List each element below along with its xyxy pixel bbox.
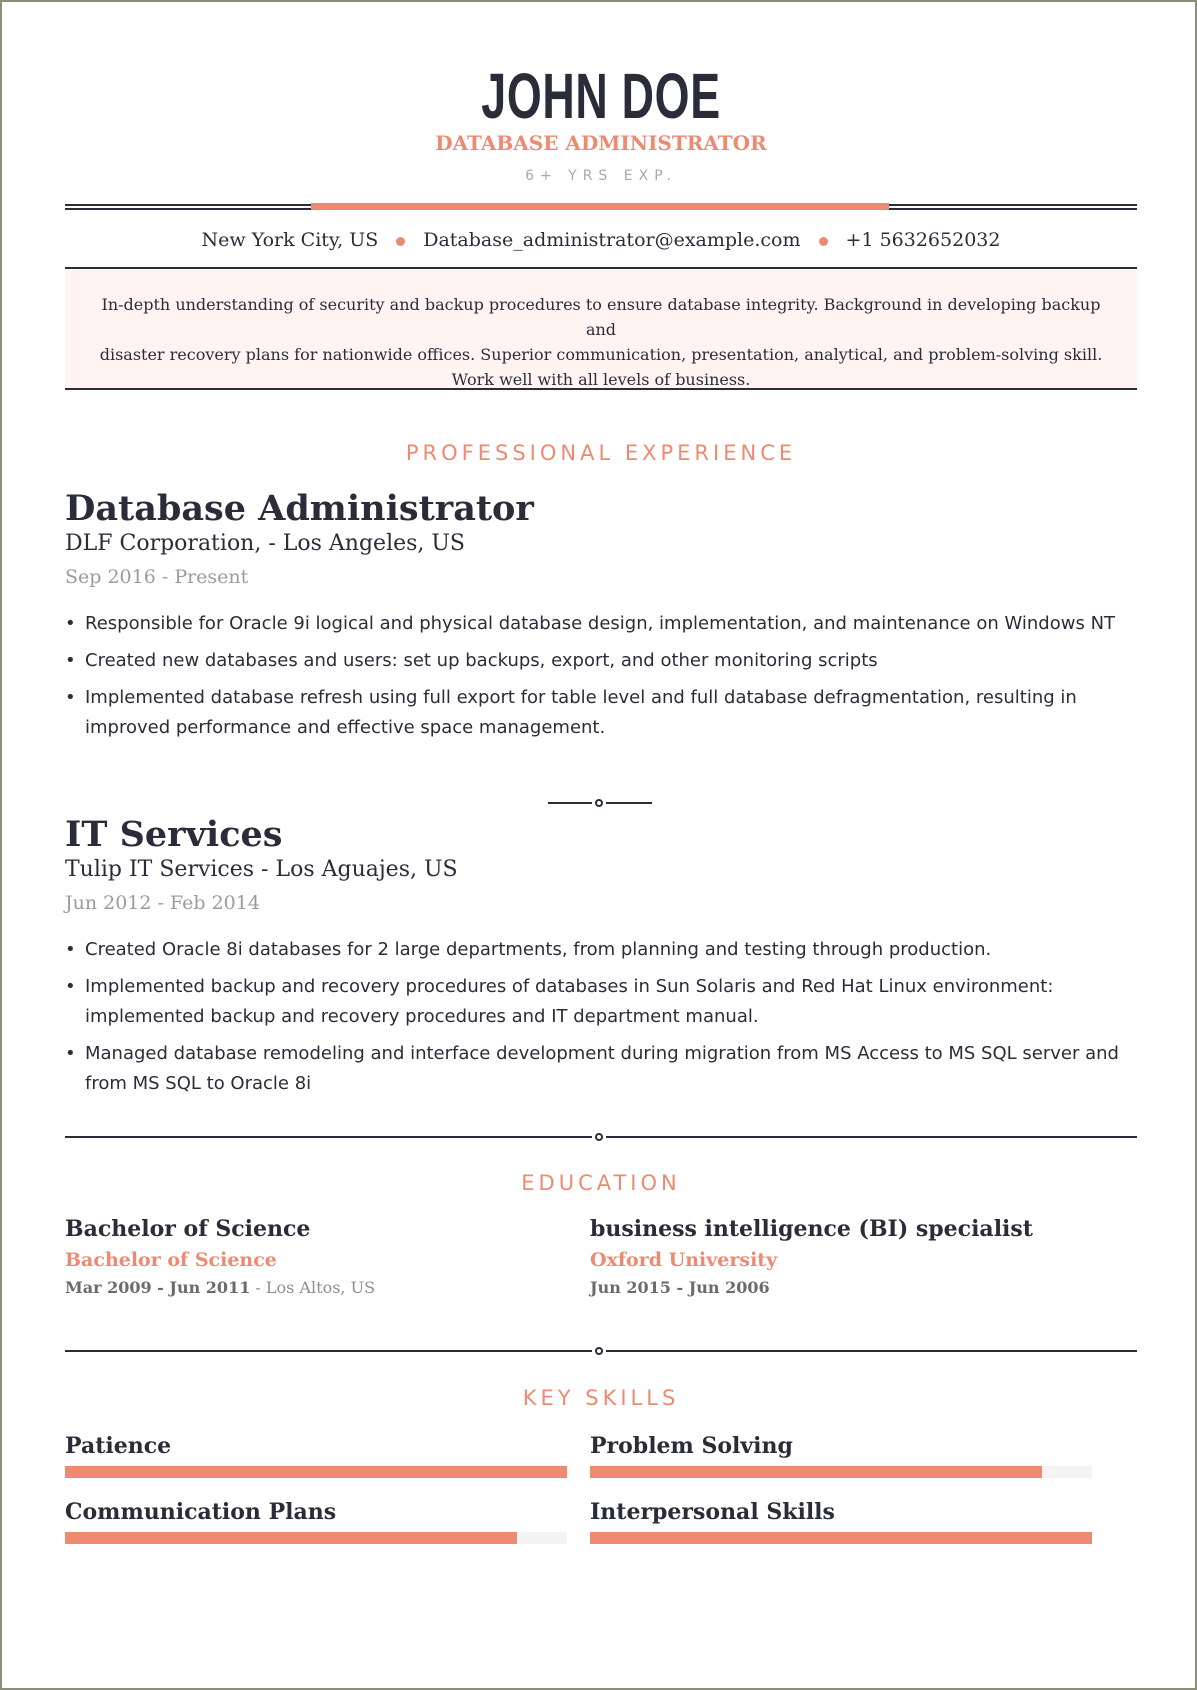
skill-level-bar [590,1466,1092,1478]
job-bullet: • Managed database remodeling and interface development during migration from MS Access to MS SQL server and from MS SQL to Oracle 8i [65,1039,1137,1099]
job-bullet: • Created Oracle 8i databases for 2 large departments, from planning and testing through production. [65,935,1137,965]
contact-phone[interactable]: +1 5632652032 [845,229,1001,251]
education-meta [590,1277,1110,1299]
education-school: Oxford University [590,1249,778,1271]
skill-level-bar [590,1532,1092,1544]
section-heading-experience: PROFESSIONAL EXPERIENCE [405,441,797,465]
section-heading-education: EDUCATION [521,1171,681,1195]
education-school: Bachelor of Science [65,1249,277,1271]
education-meta [65,1277,585,1299]
skill-item [65,1432,567,1478]
contact-bar [65,227,1137,253]
summary-line: In-depth understanding of security and backup procedures to ensure database integrity. Background in developing backup and [101,295,1101,339]
skill-level-bar [65,1466,567,1478]
job-bullet: • Responsible for Oracle 9i logical and physical database design, implementation, and maintenance on Windows NT [65,609,1137,639]
skill-item [590,1432,1092,1478]
separator-dot-icon [396,237,405,246]
job-company: Tulip IT Services - Los Aguajes, US [65,857,458,882]
job-title: Database Administrator [65,488,534,529]
skill-item [65,1498,567,1544]
skill-level-fill [590,1466,1042,1478]
job-company: DLF Corporation, - Los Angeles, US [65,531,466,556]
job-bullet: • Implemented backup and recovery procedures of databases in Sun Solaris and Red Hat Linux environment: implemented backup and recovery procedures and IT department manual. [65,972,1137,1032]
education-dates: Jun 2015 - Jun 2006 [590,1278,770,1297]
job-entry [65,488,1137,750]
job-title: IT Services [65,814,283,855]
candidate-title: DATABASE ADMINISTRATOR [435,131,767,155]
job-entry [65,814,1137,1106]
summary-box [65,270,1137,388]
contact-email[interactable]: Database_administrator@example.com [423,229,801,251]
education-degree: business intelligence (BI) specialist [590,1216,1033,1242]
skill-name: Problem Solving [590,1433,793,1459]
skill-level-fill [65,1466,567,1478]
skill-level-fill [65,1532,517,1544]
contact-location: New York City, US [201,229,379,251]
education-location: - Los Altos, US [250,1278,376,1297]
experience-years: 6+ YRS EXP. [525,168,677,184]
education-entry [65,1215,585,1299]
candidate-name: JOHN DOE [481,60,721,132]
summary-line: Work well with all levels of business. [451,370,751,389]
job-bullets [65,609,1137,743]
skill-level-bar [65,1532,567,1544]
header-accent-bar [311,203,889,210]
skill-name: Communication Plans [65,1499,337,1525]
job-bullet: • Implemented database refresh using full export for table level and full database defragmentation, resulting in improved performance and effective space management. [65,683,1137,743]
separator-dot-icon [819,237,828,246]
job-bullets [65,935,1137,1099]
skill-name: Patience [65,1433,172,1459]
contact-divider [65,267,1137,269]
skill-name: Interpersonal Skills [590,1499,835,1525]
education-dates: Mar 2009 - Jun 2011 [65,1278,251,1297]
education-entry [590,1215,1110,1299]
job-dates: Sep 2016 - Present [65,566,249,588]
summary-line: disaster recovery plans for nationwide offices. Superior communication, presentation, analytical, and problem-solving skill. [99,345,1103,364]
skill-level-fill [590,1532,1092,1544]
skill-item [590,1498,1092,1544]
job-bullet: • Created new databases and users: set up backups, export, and other monitoring scripts [65,646,1137,676]
summary-divider [65,388,1137,390]
education-degree: Bachelor of Science [65,1216,311,1242]
job-dates: Jun 2012 - Feb 2014 [65,892,260,914]
section-heading-skills: KEY SKILLS [522,1386,680,1410]
